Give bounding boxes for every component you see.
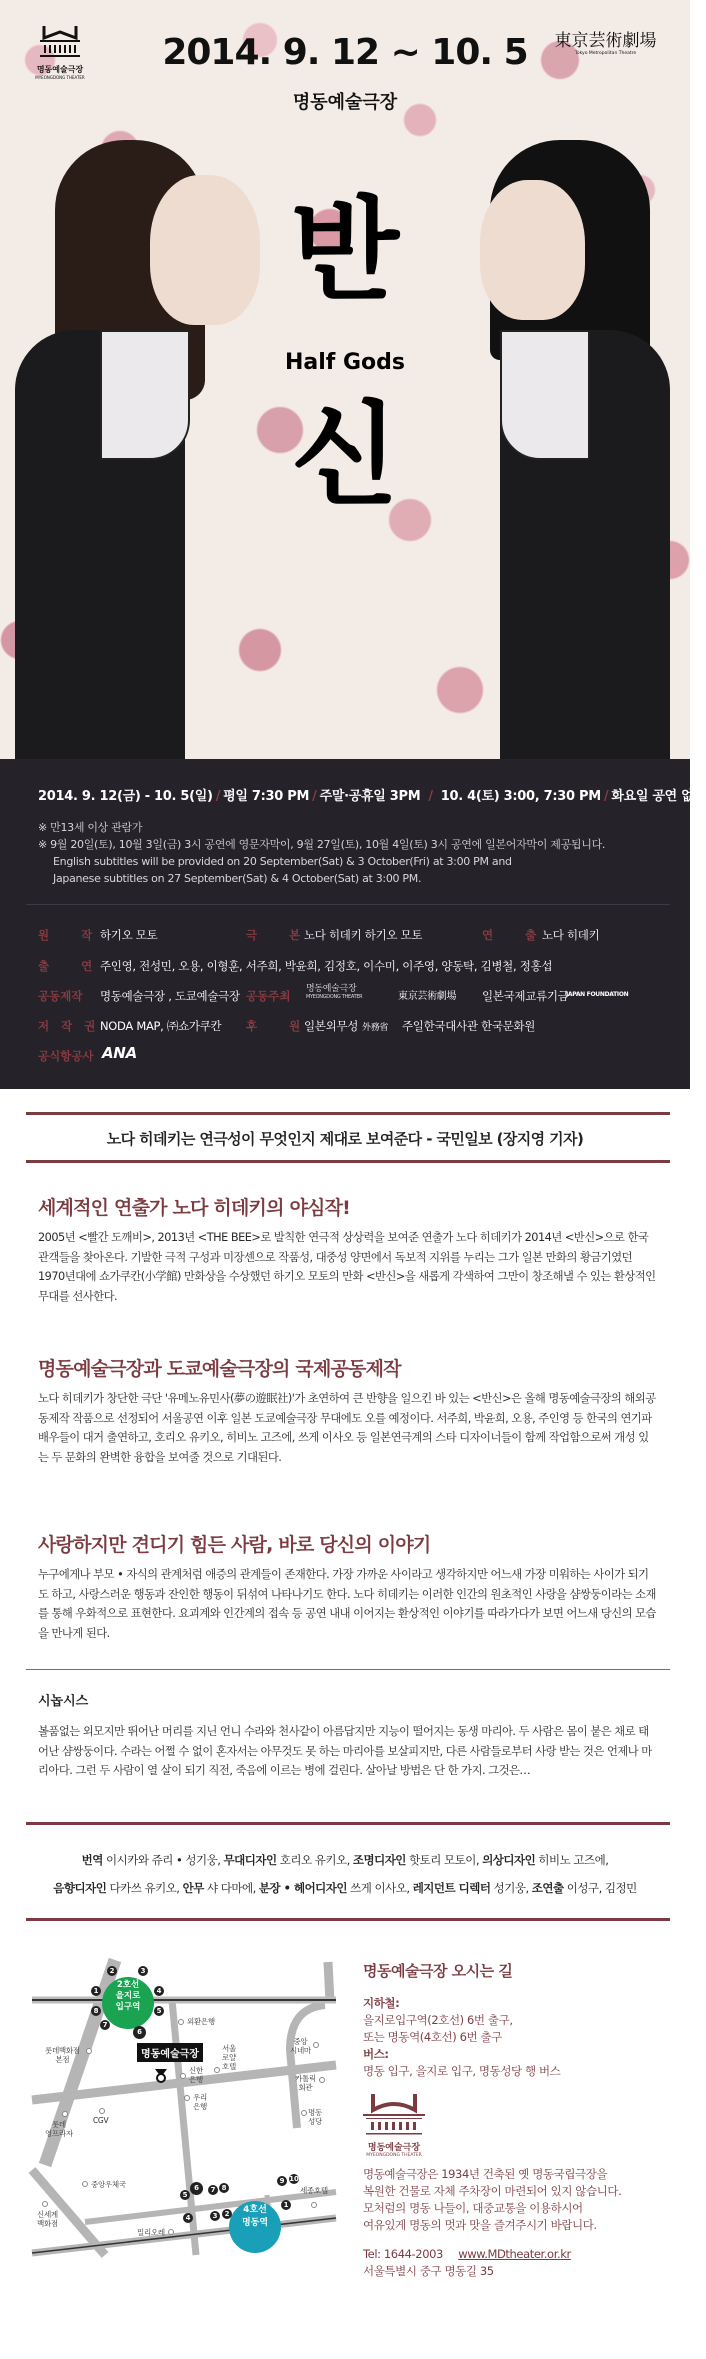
logo-name-en: Tokyo Metropolitan Theatre (574, 51, 637, 56)
schedule-line (38, 785, 706, 804)
exit-marker: 5 (180, 2190, 190, 2200)
exit-marker: 1 (91, 1986, 101, 1996)
theater-label: 명동예술극장 (137, 2043, 203, 2062)
staff-role: 분장 • 헤어디자인 (258, 1881, 348, 1895)
exit-marker: 3 (138, 1966, 148, 1976)
landmark-label: CGV (93, 2116, 109, 2125)
age-note: ※ 만13세 이상 관람가 (38, 821, 143, 834)
landmark-label: 세종호텔 (300, 2186, 328, 2195)
exit-marker: 2 (222, 2209, 232, 2219)
schedule-closed: 화요일 공연 없음 (611, 789, 706, 804)
theater-marker (157, 2074, 165, 2082)
staff-name: 샤 다마에 (206, 1881, 253, 1895)
logo-name-ja: 東京芸術劇場 (554, 31, 657, 51)
title-ko-first: 반 (290, 186, 400, 316)
staff-role: 번역 (81, 1853, 103, 1867)
staff-name: 히비노 고즈에 (538, 1853, 606, 1867)
staff-role: 음향디자인 (53, 1881, 107, 1895)
landmark-label (45, 2120, 73, 2138)
logo-text: MYEONGDONG THEATER (306, 994, 363, 1000)
credit-label: 출 연 (38, 959, 107, 973)
staff-role: 안무 (182, 1881, 204, 1895)
station-line: 2호선 (116, 1980, 140, 1990)
landmark-label (308, 2108, 322, 2126)
label-line: 호텔 (222, 2062, 236, 2071)
credit-value: 주일한국대사관 한국문화원 (402, 1019, 536, 1033)
staff-name: 성기웅 (493, 1881, 526, 1895)
section-heading: 사랑하지만 견디기 힘든 사람, 바로 당신의 이야기 (38, 1534, 431, 1556)
landmark-label: 외환은행 (187, 2017, 215, 2026)
logo-name-ko: 명동예술극장 (367, 2143, 421, 2153)
separator: / (603, 789, 609, 804)
japan-foundation-logo: JAPAN FOUNDATION (566, 991, 629, 998)
label-line: 카톨릭 (295, 2074, 316, 2083)
description-line: 여유있게 명동의 멋과 맛을 즐겨주시기 바랍니다. (363, 2218, 597, 2232)
title-english: Half Gods (284, 350, 406, 375)
schedule-special: 10. 4(토) 3:00, 7:30 PM (440, 789, 601, 804)
phone-number: Tel: 1644-2003 (363, 2247, 443, 2261)
staff-name: 핫토리 모토이 (409, 1853, 476, 1867)
separator: / (312, 789, 317, 804)
logo-name-en: MYEONGDONG THEATER (35, 75, 85, 80)
notes (38, 819, 605, 887)
divider (26, 1918, 670, 1921)
exit-marker: 2 (107, 1966, 117, 1976)
bus-label: 버스: (363, 2047, 389, 2061)
directions-title: 명동예술극장 오시는 길 (363, 1962, 513, 1980)
separator: / (428, 789, 433, 804)
exit-marker: 10 (289, 2175, 299, 2183)
label-line: 성당 (308, 2117, 322, 2126)
exit-marker: 3 (210, 2211, 220, 2221)
cohost-logo-myeongdong (306, 985, 362, 1001)
label-line: 영프라자 (45, 2129, 73, 2138)
website-link[interactable]: www.MDtheater.or.kr (458, 2247, 571, 2261)
info-band (0, 759, 706, 1089)
exit-marker: 8 (91, 2006, 101, 2016)
landmark-label (290, 2037, 311, 2055)
label-line: 롯데백화점 (45, 2046, 80, 2055)
landmark-label (295, 2074, 316, 2092)
line4-station-label (229, 2204, 281, 2230)
line2-station-label (102, 1980, 154, 2013)
landmark-label (193, 2093, 207, 2111)
separator: / (215, 789, 221, 804)
landmark-label (222, 2044, 236, 2071)
staff-role: 무대디자인 (223, 1853, 277, 1867)
logo-name-en: MYEONGDONG THEATER (366, 2153, 422, 2158)
exit-marker: 8 (219, 2183, 229, 2193)
synopsis-body: 볼품없는 외모지만 뛰어난 머리를 지닌 언니 수라와 천사같이 아름답지만 지능이 떨어지는 동생 마리아. 두 사람은 몸이 붙은 채로 태어난 샴쌍둥이다. 수라는 어쩔 수 없이 혼자서는 아무것도 못 하는 마리아를 보살피지만, 다른 사람들로부터 사랑 받는 것은 언제나 마리아다. 그런 두 사람이 열 살이 되기 직전, 죽음에 이르는 병에 걸린다. 살아날 방법은 단 한 가지. 그것은… (38, 1725, 652, 1777)
credit-label: 공동주최 (246, 989, 291, 1003)
station-name: 명동역 (241, 2218, 269, 2228)
section-body: 노다 히데키가 창단한 극단 '유메노유민사(夢の遊眠社)'가 초연하여 큰 반향을 일으킨 바 있는 <반신>은 올해 명동예술극장의 해외공동제작 작품으로 선정되어 서울공연 이후 일본 도쿄예술극장 무대에도 오를 예정이다. 서주희, 박윤희, 오용, 주인영 등 한국의 연기파 배우들이 대거 출연하고, 호리오 유키오, 히비노 고즈에, 쓰게 이사오 등 일본연극계의 스타 디자이너들이 함께 작업함으로써 개성 있는 두 문화의 완벽한 융합을 보여줄 것으로 기대된다. (38, 1392, 656, 1464)
divider (26, 1669, 670, 1670)
subtitle-note-en: Japanese subtitles on 27 September(Sat) & 4 October(Sat) at 3:00 PM. (53, 872, 422, 885)
schedule-dates: 2014. 9. 12(금) - 10. 5(일) (38, 789, 213, 804)
title-ko-second: 신 (290, 391, 400, 521)
credit-label: 후 원 (246, 1019, 315, 1033)
logo-text: 명동예술극장 (306, 984, 357, 994)
staff-role: 조명디자인 (352, 1853, 406, 1867)
exit-marker: 1 (281, 2200, 291, 2210)
landmark-label: 중앙우체국 (91, 2180, 126, 2189)
label-line: 은행 (193, 2102, 207, 2111)
credit-label: 원 작 (38, 928, 107, 942)
credit-label: 극 본 (246, 928, 315, 942)
label-line: 중앙 (293, 2037, 308, 2046)
staff-role: 의상디자인 (482, 1853, 536, 1867)
label-line: 은행 (189, 2075, 203, 2084)
synopsis-heading: 시놉시스 (38, 1694, 89, 1709)
poster-image (0, 0, 690, 760)
label-line: 로얄 (222, 2053, 236, 2062)
divider (26, 1160, 670, 1163)
label-line: 명동 (308, 2108, 322, 2117)
subway-info: 을지로입구역(2호선) 6번 출구, (363, 2013, 513, 2027)
credit-label: 저 작 권 (38, 1019, 100, 1033)
description-line: 명동예술극장은 1934년 건축된 옛 명동국립극장을 (363, 2167, 608, 2181)
exit-marker: 4 (154, 1986, 164, 1996)
section-body: 2005년 <빨간 도깨비>, 2013년 <THE BEE>로 발칙한 연극적 상상력을 보여준 연출가 노다 히데키가 2014년 <반신>으로 한국 관객들을 찾아온다. 기발한 극적 구성과 미장센으로 작품성, 대중성 양면에서 독보적 지위를 누리는 그가 일본 만화의 황금기였던 1970년대에 쇼가쿠칸(小学館) 만화상을 수상했던 하기오 모토의 만화 <반신>을 새롭게 각색하여 그만이 창조해낼 수 있는 환상적인 무대를 선사한다. (38, 1231, 656, 1303)
exit-marker: 9 (277, 2176, 287, 2186)
label-line: 시네마 (290, 2046, 311, 2055)
station-name: 을지로 (115, 1991, 141, 2001)
credit-value: 명동예술극장 , 도쿄예술극장 (100, 989, 240, 1003)
credit-value: 外務省 (362, 1023, 389, 1033)
staff-line: 번역 이시카와 쥬리 • 성기웅, 무대디자인 호리오 유키오, 조명디자인 핫토리 모토이, 의상디자인 히비노 고즈에, (81, 1853, 609, 1867)
cohost-logo-tokyo: 東京芸術劇場 (398, 991, 457, 1002)
venue-name: 명동예술극장 (292, 92, 398, 113)
performance-dates: 2014. 9. 12 ~ 10. 5 (162, 32, 528, 73)
address: 서울특별시 중구 명동길 35 (363, 2264, 494, 2278)
section-heading: 명동예술극장과 도쿄예술극장의 국제공동제작 (38, 1358, 401, 1380)
description-line: 복원한 건물로 자체 주차장이 마련되어 있지 않습니다. (363, 2184, 622, 2198)
schedule-weekday: 평일 7:30 PM (223, 789, 310, 804)
section-body: 누구에게나 부모 • 자식의 관계처럼 애증의 관계들이 존재한다. 가장 가까운 사이라고 생각하지만 어느새 가장 미워하는 사이가 되기도 하고, 사랑스러운 행동과 잔인한 행동이 뒤섞여 나타나기도 한다. 노다 히데키는 이러한 인간의 원초적인 사랑을 샴쌍둥이라는 소재를 통해 우화적으로 표현한다. 요괴계와 인간계의 접속 등 공연 내내 이어지는 환상적인 이야기를 따라가다가 보면 어느새 당신의 모습을 만나게 된다. (38, 1568, 656, 1640)
exit-marker: 6 (190, 2182, 203, 2195)
staff-role: 조연출 (531, 1881, 564, 1895)
schedule-weekend: 주말·공휴일 3PM (319, 789, 421, 804)
description-line: 모처럼의 명동 나들이, 대중교통을 이용하시어 (363, 2201, 583, 2215)
section-heading: 세계적인 연출가 노다 히데키의 야심작! (38, 1197, 350, 1219)
credit-label: 연 출 (482, 928, 551, 942)
label-line: 우리 (193, 2093, 207, 2102)
label-line: 신세계 (37, 2210, 58, 2219)
divider (26, 904, 670, 905)
landmark-label: 밀리오레 (137, 2228, 165, 2237)
staff-role: 레지던트 디렉터 (412, 1881, 491, 1895)
logo-name-ko: 명동예술극장 (36, 65, 84, 74)
label-line: 회관 (298, 2083, 313, 2092)
staff-name: 호리오 유키오 (279, 1853, 347, 1867)
subtitle-note: ※ 9월 20일(토), 10월 3일(금) 3시 공연에 영문자막이, 9월 27일(토), 10월 4일(토) 3시 공연에 일본어자막이 제공됩니다. (38, 838, 606, 851)
staff-name: 쓰게 이사오 (350, 1881, 407, 1895)
press-quote: 노다 히데키는 연극성이 무엇인지 제대로 보여준다 - 국민일보 (장지영 기자) (106, 1130, 584, 1148)
label-line: 신한 (189, 2066, 203, 2075)
staff-name: 이성구, 김정민 (566, 1881, 637, 1895)
staff-name: 다카쓰 유키오 (109, 1881, 177, 1895)
ana-logo: ANA (102, 1044, 137, 1062)
theater-logo (363, 2092, 425, 2158)
exit-marker: 5 (154, 2006, 164, 2016)
landmark-label (37, 2210, 58, 2228)
subway-label: 지하철: (363, 1996, 400, 2010)
theater-description (363, 2166, 683, 2234)
credit-value: 노다 히데키 하기오 모토 (304, 928, 423, 942)
divider (26, 1822, 670, 1825)
credit-value: 노다 히데키 (542, 928, 600, 942)
directions-panel (363, 1960, 683, 2280)
station-line: 4호선 (243, 2205, 267, 2215)
credit-label: 공동제작 (38, 989, 83, 1003)
credit-value: 하기오 모토 (100, 928, 158, 942)
label-line: 서울 (222, 2044, 236, 2053)
bus-info: 명동 입구, 을지로 입구, 명동성당 행 버스 (363, 2064, 561, 2078)
station-name: 입구역 (115, 2002, 141, 2012)
staff-name: 이시카와 쥬리 • 성기웅 (106, 1853, 218, 1867)
exit-marker: 7 (208, 2185, 218, 2195)
credit-value: NODA MAP, ㈜쇼가쿠칸 (100, 1019, 222, 1033)
staff-line: 음향디자인 다카쓰 유키오, 안무 샤 다마에, 분장 • 헤어디자인 쓰게 이사오, 레지던트 디렉터 성기웅, 조연출 이성구, 김정민 (53, 1881, 637, 1895)
credit-value: 일본국제교류기금 (482, 989, 569, 1003)
credit-value: 일본외무성 (304, 1019, 359, 1033)
label-line: 백화점 (37, 2219, 58, 2228)
label-line: 롯데 (51, 2120, 66, 2129)
location-map (0, 1960, 340, 2260)
label-line: 본점 (55, 2055, 70, 2064)
exit-marker: 4 (183, 2213, 193, 2223)
divider (26, 1112, 670, 1115)
credit-value: 주인영, 전성민, 오용, 이형훈, 서주희, 박윤희, 김정호, 이수미, 이주영, 양동탁, 김병철, 정홍섭 (100, 959, 553, 973)
landmark-label (45, 2046, 80, 2064)
subway-info: 또는 명동역(4호선) 6번 출구 (363, 2030, 502, 2044)
credit-label: 공식항공사 (38, 1049, 94, 1063)
subtitle-note-en: English subtitles will be provided on 20 September(Sat) & 3 October(Fri) at 3:00 PM and (53, 855, 512, 868)
landmark-label (189, 2066, 203, 2084)
exit-marker: 6 (133, 2026, 146, 2039)
exit-marker: 7 (100, 2020, 110, 2030)
